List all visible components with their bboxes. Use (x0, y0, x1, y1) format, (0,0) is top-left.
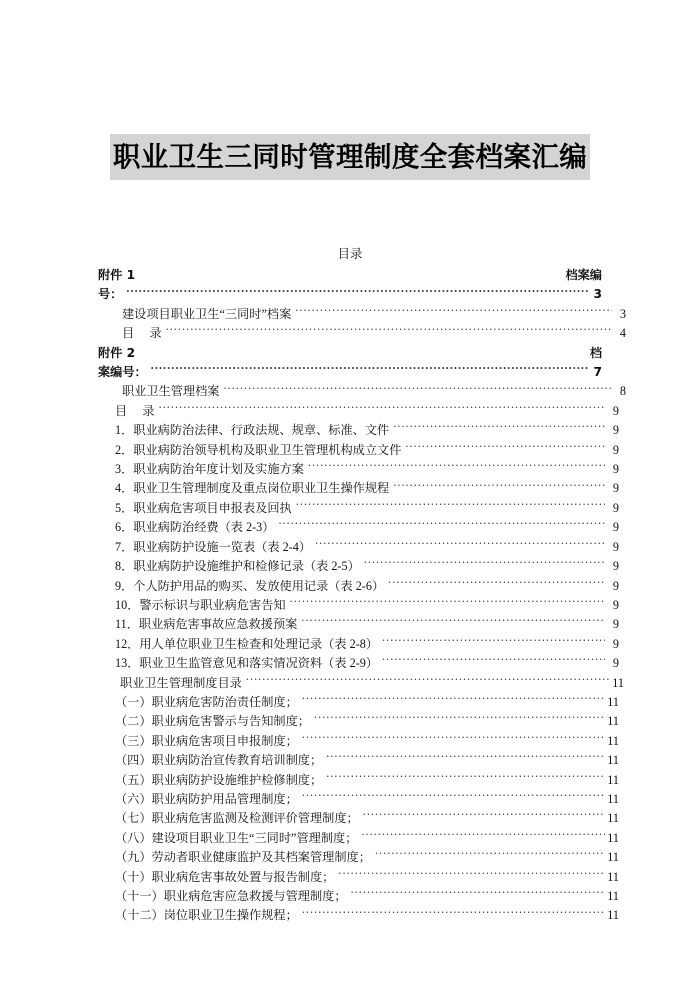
toc-entry-label: 4．职业卫生管理制度及重点岗位职业卫生操作规程 (115, 481, 390, 496)
toc-page-number: 9 (612, 442, 619, 457)
toc-entry-label: （三）职业病危害项目申报制度； (115, 733, 298, 748)
toc-entry[interactable] (98, 460, 619, 479)
toc-entry[interactable] (98, 887, 619, 906)
toc-dot-leader (302, 694, 605, 706)
toc-page-number: 9 (612, 559, 619, 574)
toc-dot-leader (382, 636, 605, 648)
toc-dot-leader (301, 616, 605, 628)
toc-entry-label: （四）职业病防治宣传教育培训制度； (115, 753, 323, 768)
toc-entry[interactable] (98, 712, 619, 731)
toc-entry[interactable] (98, 790, 619, 809)
toc-entry-label-continued: 档 (589, 345, 602, 360)
toc-dot-leader (314, 713, 605, 725)
toc-page-number: 7 (593, 365, 602, 380)
toc-entry[interactable] (98, 674, 624, 693)
toc-page-number: 11 (607, 733, 619, 748)
toc-entry[interactable] (98, 382, 626, 401)
toc-entry[interactable] (98, 344, 602, 363)
toc-page-number: 11 (607, 753, 619, 768)
toc-entry[interactable] (98, 285, 602, 304)
toc-entry-label: （八）建设项目职业卫生“三同时”管理制度； (115, 830, 358, 845)
toc-entry[interactable] (98, 518, 619, 537)
toc-entry[interactable] (98, 596, 619, 615)
toc-entry[interactable] (98, 479, 619, 498)
toc-dot-leader (363, 810, 605, 822)
toc-dot-leader (405, 441, 605, 453)
toc-entry-label: 5．职业病危害项目申报表及回执 (115, 500, 292, 515)
toc-page-number: 11 (607, 714, 619, 729)
toc-entry[interactable] (98, 751, 619, 770)
document-title-container (0, 134, 700, 180)
toc-entry[interactable] (98, 363, 602, 382)
toc-page-number: 11 (607, 830, 619, 845)
toc-entry-label-continued: 档案编 (565, 268, 602, 282)
toc-page-number: 9 (612, 539, 619, 554)
toc-entry[interactable] (98, 635, 619, 654)
toc-page-number: 11 (607, 694, 619, 709)
toc-entry[interactable] (98, 266, 602, 285)
toc-dot-leader (382, 655, 605, 667)
toc-page-number: 9 (612, 578, 619, 593)
toc-dot-leader (326, 752, 605, 764)
toc-page-number: 11 (607, 850, 619, 865)
toc-entry[interactable] (98, 538, 619, 557)
toc-dot-leader (151, 364, 588, 376)
toc-dot-leader (246, 674, 610, 686)
toc-entry[interactable] (98, 771, 619, 790)
toc-page-number: 3 (593, 287, 602, 302)
toc-page-number: 9 (612, 500, 619, 515)
toc-page-number: 4 (619, 326, 626, 341)
toc-dot-leader (361, 830, 605, 842)
toc-dot-leader (375, 849, 605, 861)
toc-entry-label: 附件 1 (98, 268, 136, 282)
toc-dot-leader (326, 771, 605, 783)
toc-dot-leader (393, 422, 605, 434)
toc-entry-label: 1．职业病防治法律、行政法规、规章、标准、文件 (115, 423, 390, 438)
toc-dot-leader (302, 733, 605, 745)
toc-entry[interactable] (98, 577, 619, 596)
toc-page-number: 8 (619, 384, 626, 399)
toc-entry-label: （二）职业病危害警示与告知制度； (115, 714, 310, 729)
toc-entry-label: 11．职业病危害事故应急救援预案 (115, 617, 298, 632)
toc-page-number: 9 (612, 481, 619, 496)
toc-page-number: 11 (607, 791, 619, 806)
toc-dot-leader (393, 480, 605, 492)
toc-page-number: 11 (607, 869, 619, 884)
toc-dot-leader (278, 519, 605, 531)
toc-entry[interactable] (98, 324, 626, 343)
toc-entry-label: 7．职业病防护设施一览表（表 2-4） (115, 539, 312, 554)
toc-entry[interactable] (98, 906, 619, 925)
toc-entry[interactable] (98, 499, 619, 518)
toc-entry[interactable] (98, 421, 619, 440)
toc-entry-label: （九）劳动者职业健康监护及其档案管理制度； (115, 850, 371, 865)
toc-entry-label: （五）职业病防护设施维护检修制度； (115, 772, 323, 787)
page-title: 职业卫生三同时管理制度全套档案汇编 (110, 134, 590, 180)
toc-dot-leader (159, 403, 605, 415)
toc-entry[interactable] (98, 848, 619, 867)
toc-entry-label: 3．职业病防治年度计划及实施方案 (115, 462, 304, 477)
toc-entry-label: （十）职业病危害事故处置与报告制度； (115, 869, 335, 884)
toc-entry-label: （七）职业病危害监测及检测评价管理制度； (115, 811, 359, 826)
toc-entry-label: 附件 2 (98, 345, 136, 360)
toc-entry[interactable] (98, 654, 619, 673)
toc-dot-leader (338, 868, 605, 880)
toc-page-number: 9 (612, 597, 619, 612)
toc-entry[interactable] (98, 557, 619, 576)
table-of-contents (98, 266, 626, 926)
toc-dot-leader (295, 306, 612, 318)
toc-entry-label: （十二）岗位职业卫生操作规程； (115, 908, 298, 923)
toc-entry[interactable] (98, 441, 619, 460)
toc-dot-leader (224, 383, 613, 395)
toc-entry-label: （十一）职业病危害应急救援与管理制度； (115, 889, 347, 903)
toc-page-number: 11 (607, 889, 619, 903)
toc-page-number: 9 (612, 520, 619, 535)
toc-entry-label: （一）职业病危害防治责任制度； (115, 694, 298, 709)
toc-entry-label: 13．职业卫生监管意见和落实情况资料（表 2-9） (115, 656, 379, 671)
toc-entry-label: 9．个人防护用品的购买、发放使用记录（表 2-6） (115, 578, 385, 593)
toc-dot-leader (290, 597, 605, 609)
toc-dot-leader (364, 558, 605, 570)
toc-entry-label: 12．用人单位职业卫生检查和处理记录（表 2-8） (115, 636, 379, 651)
toc-entry-label: 2．职业病防治领导机构及职业卫生管理机构成立文件 (115, 442, 402, 457)
toc-entry[interactable] (98, 305, 626, 324)
toc-dot-leader (388, 577, 605, 589)
toc-entry[interactable] (98, 868, 619, 887)
toc-page-number: 3 (619, 306, 626, 321)
toc-entry-label: 案编号： (98, 365, 147, 380)
toc-page-number: 11 (607, 908, 619, 923)
toc-dot-leader (308, 461, 605, 473)
toc-page-number: 11 (607, 772, 619, 787)
toc-page-number: 9 (612, 423, 619, 438)
toc-entry-label: （六）职业病防护用品管理制度； (115, 791, 298, 806)
toc-dot-leader (315, 539, 605, 551)
toc-entry[interactable] (98, 615, 619, 634)
toc-dot-leader (351, 888, 605, 900)
toc-entry-label: 目 录 (122, 326, 162, 341)
toc-entry-label: 8．职业病防护设施维护和检修记录（表 2-5） (115, 559, 360, 574)
toc-page-number: 9 (612, 462, 619, 477)
toc-entry[interactable] (98, 829, 619, 848)
toc-page-number: 9 (612, 403, 619, 418)
toc-page-number: 11 (612, 675, 624, 690)
toc-dot-leader (302, 907, 605, 919)
toc-entry[interactable] (98, 732, 619, 751)
toc-page-number: 9 (612, 617, 619, 632)
toc-entry-label: 目 录 (115, 403, 155, 418)
toc-page-number: 9 (612, 636, 619, 651)
toc-entry-label: 10．警示标识与职业病危害告知 (115, 597, 286, 612)
toc-dot-leader (296, 500, 605, 512)
toc-page-number: 9 (612, 656, 619, 671)
toc-heading: 目录 (337, 247, 363, 261)
toc-entry-label: 职业卫生管理制度目录 (120, 675, 242, 690)
toc-dot-leader (126, 286, 588, 298)
toc-entry[interactable] (98, 402, 619, 421)
toc-entry-label: 建设项目职业卫生“三同时”档案 (122, 306, 292, 321)
toc-dot-leader (166, 325, 612, 337)
toc-entry-label: 6．职业病防治经费（表 2-3） (115, 520, 275, 535)
toc-entry-label: 号： (98, 287, 123, 302)
toc-dot-leader (302, 791, 605, 803)
toc-page-number: 11 (607, 811, 619, 826)
toc-entry[interactable] (98, 809, 619, 828)
toc-entry[interactable] (98, 693, 619, 712)
toc-entry-label: 职业卫生管理档案 (122, 384, 220, 399)
